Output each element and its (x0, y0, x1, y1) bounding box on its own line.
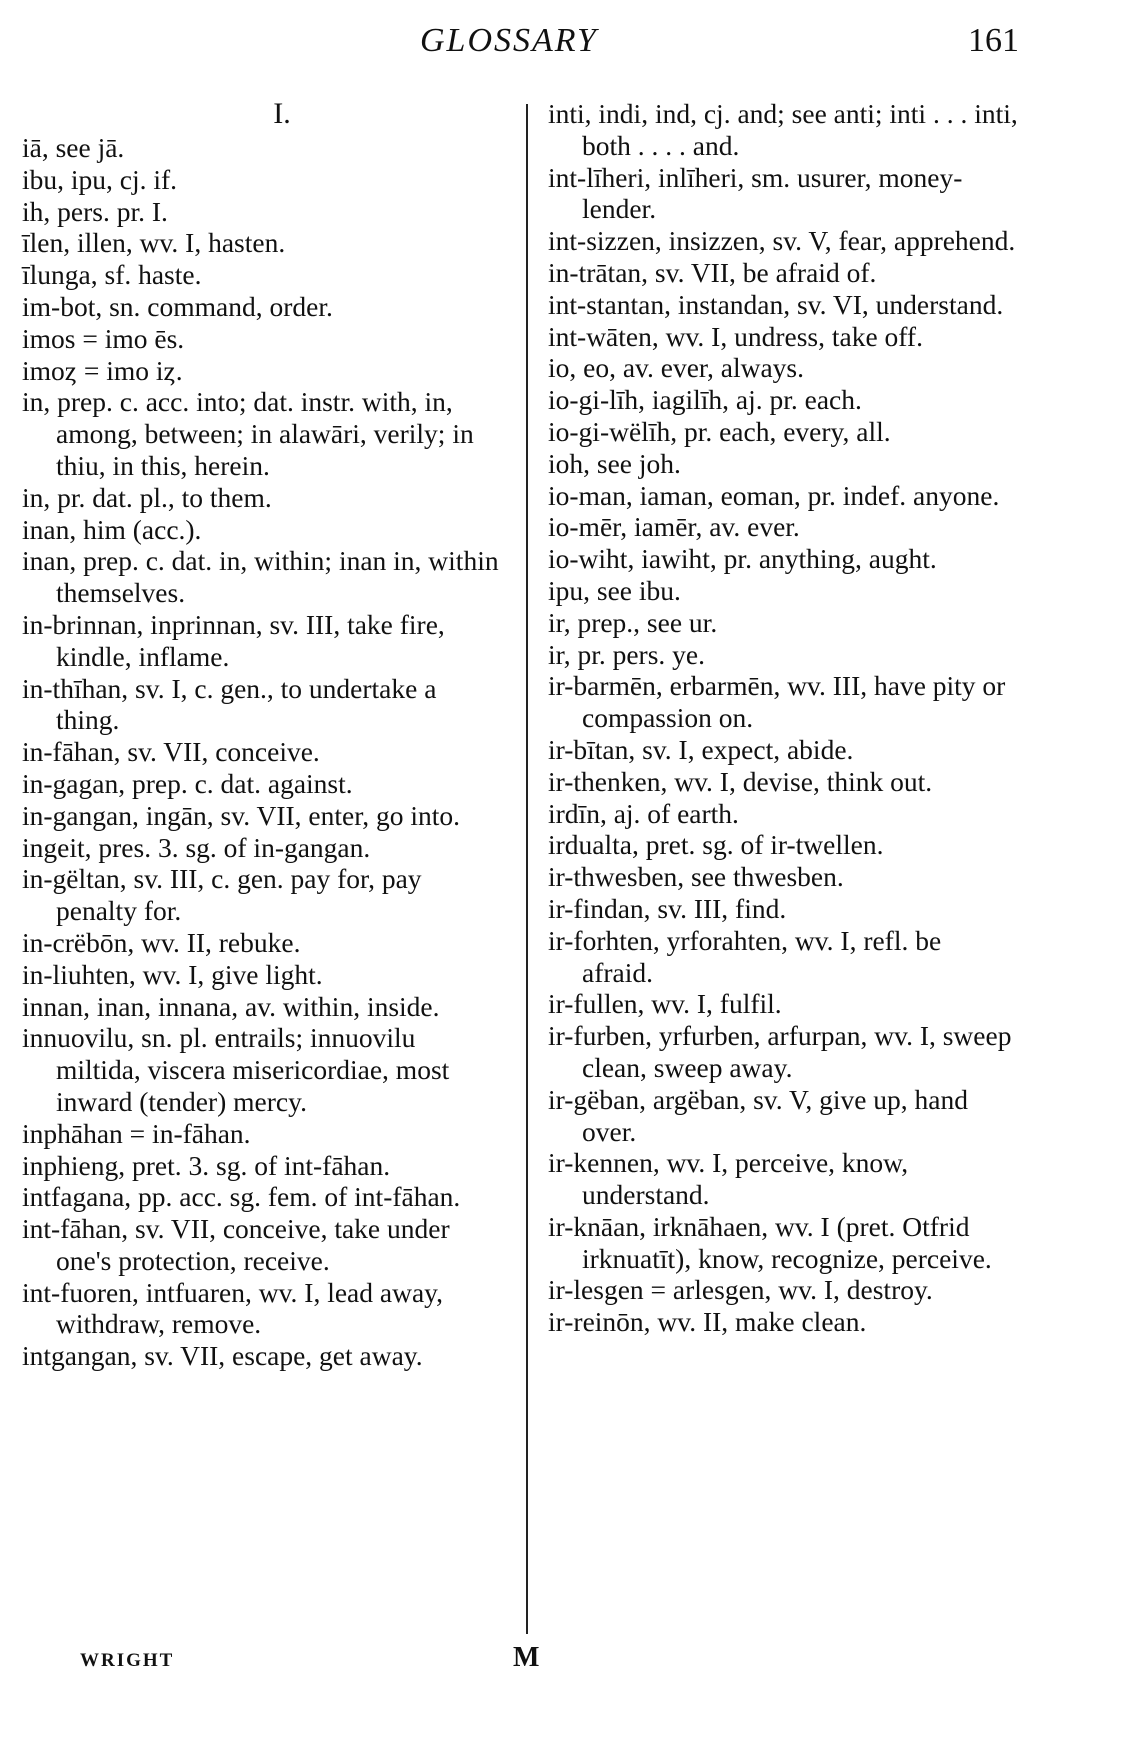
running-title: GLOSSARY (420, 22, 598, 59)
glossary-entry: in-trātan, sv. VII, be afraid of. (548, 256, 877, 288)
glossary-entry: io-gi-līh, iagilīh, aj. pr. each. (548, 384, 862, 416)
glossary-entry: in-fāhan, sv. VII, conceive. (22, 736, 320, 768)
glossary-entry: irdīn, aj. of earth. (548, 797, 739, 829)
glossary-entry: ir-furben, yrfurben, arfurpan, wv. I, sweep clean, sweep away. (548, 1020, 1012, 1083)
right-entries (548, 98, 1018, 1338)
glossary-entry: ir-findan, sv. III, find. (548, 892, 787, 924)
glossary-entry: ipu, see ibu. (548, 574, 681, 606)
glossary-entry: inan, prep. c. dat. in, within; inan in, within themselves. (22, 545, 499, 609)
glossary-entry: im-bot, sn. command, order. (22, 290, 333, 322)
glossary-entry: īlunga, sf. haste. (22, 259, 202, 291)
glossary-entry: int-fuoren, intfuaren, wv. I, lead away, withdraw, remove. (22, 1276, 443, 1340)
glossary-entry: īlen, illen, wv. I, hasten. (22, 227, 286, 259)
glossary-entry: io-mēr, iamēr, av. ever. (548, 511, 800, 543)
glossary-entry: int-stantan, instandan, sv. VI, understand. (548, 288, 1004, 320)
running-head (0, 18, 1121, 78)
column-divider (526, 104, 528, 1634)
glossary-entry: io-man, iaman, eoman, pr. indef. anyone. (548, 479, 1000, 511)
glossary-entry: ir, pr. pers. ye. (548, 638, 705, 670)
glossary-entry: io-wiht, iawiht, pr. anything, aught. (548, 543, 937, 575)
glossary-entry: ingeit, pres. 3. sg. of in-gangan. (22, 831, 371, 863)
glossary-entry: innan, inan, innana, av. within, inside. (22, 990, 440, 1022)
glossary-entry: int-fāhan, sv. VII, conceive, take under one's protection, receive. (22, 1213, 450, 1276)
glossary-entry: ir-knāan, irknāhaen, wv. I (pret. Otfrid irknuatīt), know, recognize, perceive. (548, 1210, 992, 1274)
glossary-entry: ir-gëban, argëban, sv. V, give up, hand over. (548, 1083, 969, 1147)
glossary-entry: ih, pers. pr. I. (22, 195, 168, 227)
glossary-entry: ir-bītan, sv. I, expect, abide. (548, 733, 854, 765)
glossary-entry: in-brinnan, inprinnan, sv. III, take fire, kindle, inflame. (22, 608, 445, 672)
glossary-entry: ir-barmēn, erbarmēn, wv. III, have pity or compassion on. (548, 670, 1006, 734)
glossary-entry: ir, prep., see ur. (548, 606, 718, 638)
glossary-entry: ir-thwesben, see thwesben. (548, 861, 844, 893)
glossary-entry: intgangan, sv. VII, escape, get away. (22, 1340, 423, 1372)
glossary-entry: ir-kennen, wv. I, perceive, know, understand. (548, 1147, 909, 1211)
glossary-entry: inphieng, pret. 3. sg. of int-fāhan. (22, 1149, 391, 1181)
page-number: 161 (968, 22, 1019, 59)
right-column (548, 98, 1018, 1338)
glossary-entry: inti, indi, ind, cj. and; see anti; inti . . . inti, both . . . . and. (548, 98, 1018, 161)
glossary-entry: imos = imo ēs. (22, 322, 185, 354)
glossary-entry: ir-fullen, wv. I, fulfil. (548, 988, 782, 1020)
glossary-entry: ibu, ipu, cj. if. (22, 163, 178, 195)
glossary-entry: io-gi-wëlīh, pr. each, every, all. (548, 415, 891, 447)
glossary-entry: in, prep. c. acc. into; dat. instr. with, in, among, between; in alawāri, verily; in thiu, in this, herein. (22, 386, 474, 481)
signature-mark: WRIGHT (80, 1650, 175, 1671)
glossary-entry: int-sizzen, insizzen, sv. V, fear, apprehend. (548, 225, 1016, 257)
glossary-entry: in-gangan, ingān, sv. VII, enter, go into. (22, 799, 461, 831)
glossary-entry: inan, him (acc.). (22, 513, 202, 545)
glossary-entry: ir-lesgen = arlesgen, wv. I, destroy. (548, 1274, 933, 1306)
glossary-entry: int-līheri, inlīheri, sm. usurer, money-lender. (548, 161, 963, 225)
glossary-entry: irdualta, pret. sg. of ir-twellen. (548, 829, 884, 861)
glossary-entry: ioh, see joh. (548, 447, 681, 479)
section-letter: I. (273, 97, 291, 130)
glossary-entry: imoȥ = imo iȥ. (22, 354, 183, 386)
glossary-entry: int-wāten, wv. I, undress, take off. (548, 320, 923, 352)
glossary-entry: intfagana, pp. acc. sg. fem. of int-fāhan. (22, 1181, 461, 1213)
glossary-entry: ir-reinōn, wv. II, make clean. (548, 1306, 867, 1338)
glossary-entry: in-liuhten, wv. I, give light. (22, 958, 323, 990)
glossary-entry: io, eo, av. ever, always. (548, 352, 804, 384)
glossary-entry: in, pr. dat. pl., to them. (22, 481, 272, 513)
glossary-entry: in-crëbōn, wv. II, rebuke. (22, 926, 301, 958)
glossary-entry: in-gagan, prep. c. dat. against. (22, 767, 353, 799)
glossary-entry: in-gëltan, sv. III, c. gen. pay for, pay penalty for. (22, 863, 422, 927)
glossary-entry: ir-thenken, wv. I, devise, think out. (548, 765, 933, 797)
glossary-entry: in-thīhan, sv. I, c. gen., to undertake a thing. (22, 672, 437, 736)
left-entries (22, 132, 502, 1372)
glossary-entry: ir-forhten, yrforahten, wv. I, refl. be afraid. (548, 924, 942, 988)
glossary-entry: inphāhan = in-fāhan. (22, 1117, 251, 1149)
glossary-entry: iā, see jā. (22, 132, 125, 163)
left-column (22, 98, 502, 1372)
sheet-mark: M (513, 1642, 540, 1673)
glossary-entry: innuovilu, sn. pl. entrails; innuovilu miltida, viscera misericordiae, most inward (tender) mercy. (22, 1022, 450, 1117)
